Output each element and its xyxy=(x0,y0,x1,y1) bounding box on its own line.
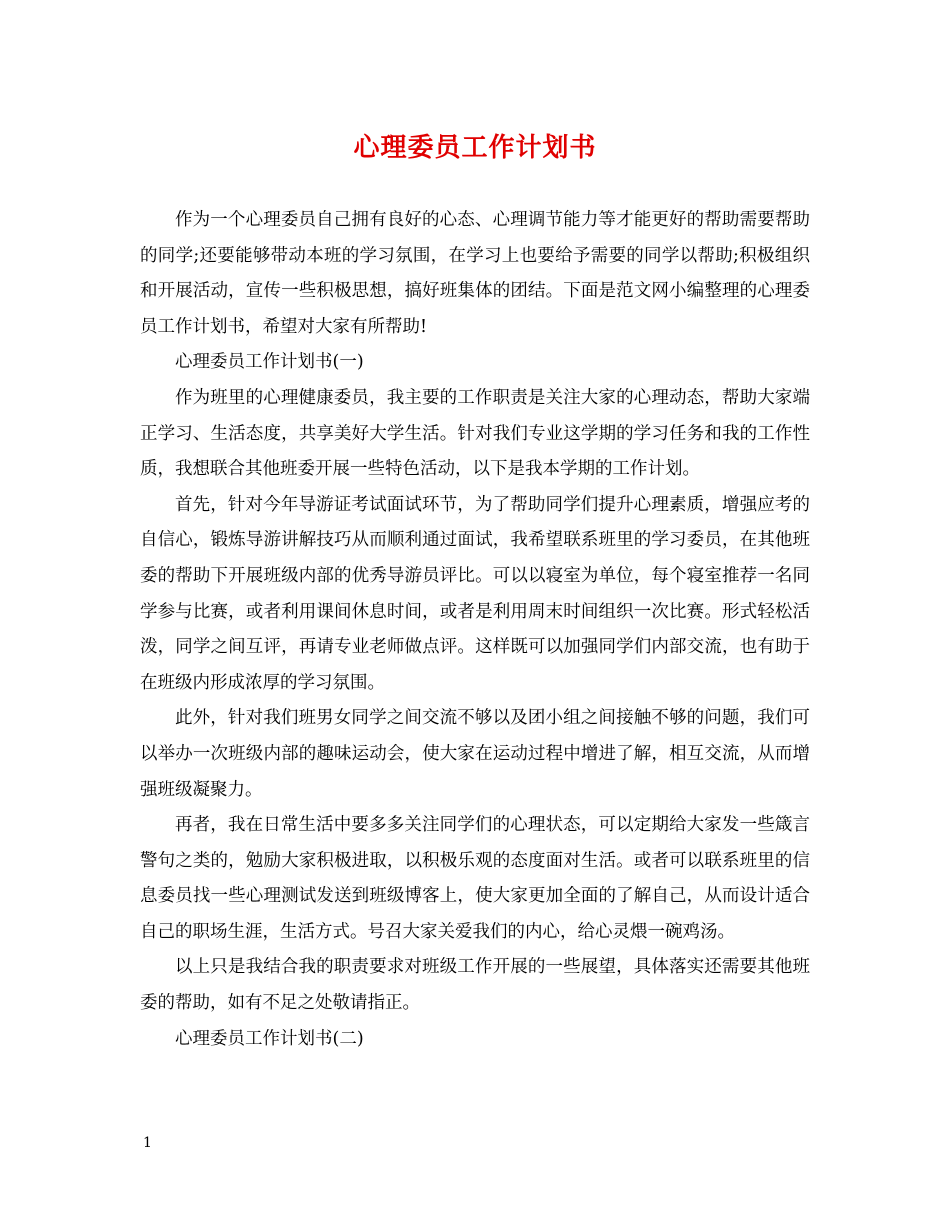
section-heading-2: 心理委员工作计划书(二) xyxy=(175,1028,364,1049)
body-paragraph: 此外，针对我们班男女同学之间交流不够以及团小组之间接触不够的问题，我们可以举办一次班级内部的趣味运动会，使大家在运动过程中增进了解，相互交流，从而增强班级凝聚力。 xyxy=(140,708,810,800)
body-paragraph: 作为班里的心理健康委员，我主要的工作职责是关注大家的心理动态，帮助大家端正学习、生活态度，共享美好大学生活。针对我们专业这学期的学习任务和我的工作性质，我想联合其他班委开展一些特色活动，以下是我本学期的工作计划。 xyxy=(140,387,810,480)
page-number: 1 xyxy=(143,1135,152,1151)
intro-paragraph: 作为一个心理委员自己拥有良好的心态、心理调节能力等才能更好的帮助需要帮助的同学;还要能够带动本班的学习氛围，在学习上也要给予需要的同学以帮助;积极组织和开展活动，宣传一些积极思想，搞好班集体的团结。下面是范文网小编整理的心理委员工作计划书，希望对大家有所帮助! xyxy=(140,210,810,337)
body-paragraph: 首先，针对今年导游证考试面试环节，为了帮助同学们提升心理素质，增强应考的自信心，锻炼导游讲解技巧从而顺利通过面试，我希望联系班里的学习委员，在其他班委的帮助下开展班级内部的优秀导游员评比。可以以寝室为单位，每个寝室推荐一名同学参与比赛，或者利用课间休息时间，或者是利用周末时间组织一次比赛。形式轻松活泼，同学之间互评，再请专业老师做点评。这样既可以加强同学们内部交流，也有助于在班级内形成浓厚的学习氛围。 xyxy=(140,494,810,693)
body-paragraph: 再者，我在日常生活中要多多关注同学们的心理状态，可以定期给大家发一些箴言警句之类的，勉励大家积极进取，以积极乐观的态度面对生活。或者可以联系班里的信息委员找一些心理测试发送到班级博客上，使大家更加全面的了解自己，从而设计适合自己的职场生涯，生活方式。号召大家关爱我们的内心，给心灵煨一碗鸡汤。 xyxy=(140,815,810,942)
body-paragraph: 以上只是我结合我的职责要求对班级工作开展的一些展望，具体落实还需要其他班委的帮助，如有不足之处敬请指正。 xyxy=(140,957,810,1014)
document-title: 心理委员工作计划书 xyxy=(353,133,597,163)
document-body xyxy=(140,203,810,1057)
section-heading-1: 心理委员工作计划书(一) xyxy=(175,352,364,373)
